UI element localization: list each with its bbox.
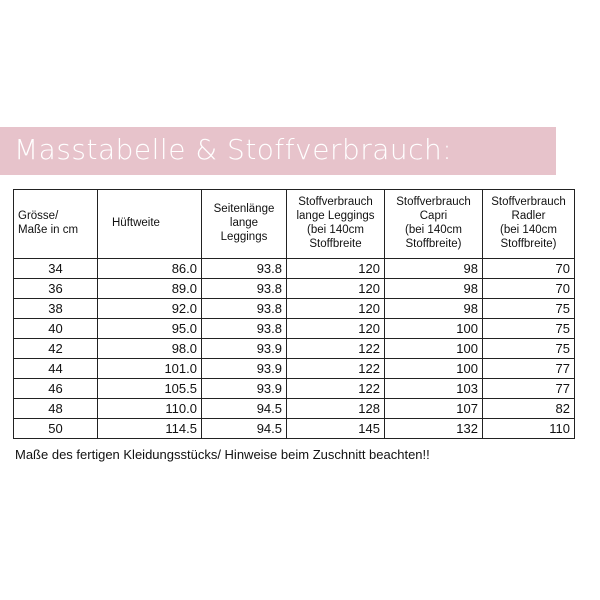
cell-side-length: 93.9: [202, 379, 287, 399]
cell-size: 44: [14, 359, 98, 379]
table-row: [14, 299, 575, 319]
cell-side-length: 94.5: [202, 419, 287, 439]
footnote: Maße des fertigen Kleidungsstücks/ Hinweise beim Zuschnitt beachten!!: [15, 447, 430, 462]
table-row: [14, 319, 575, 339]
cell-fabric-radler: 75: [483, 299, 575, 319]
header-size: Grösse/ Maße in cm: [14, 190, 98, 259]
table-row: [14, 339, 575, 359]
cell-hip: 92.0: [98, 299, 202, 319]
cell-fabric-radler: 110: [483, 419, 575, 439]
cell-fabric-radler: 82: [483, 399, 575, 419]
cell-fabric-capri: 100: [385, 319, 483, 339]
cell-fabric-radler: 75: [483, 339, 575, 359]
header-fabric-leggings: Stoffverbrauch lange Leggings (bei 140cm Stoffbreite: [287, 190, 385, 259]
size-chart-table: [13, 189, 575, 439]
cell-fabric-leggings: 122: [287, 359, 385, 379]
cell-fabric-leggings: 145: [287, 419, 385, 439]
cell-fabric-leggings: 128: [287, 399, 385, 419]
cell-fabric-capri: 98: [385, 299, 483, 319]
cell-fabric-capri: 100: [385, 339, 483, 359]
cell-side-length: 94.5: [202, 399, 287, 419]
cell-fabric-leggings: 122: [287, 339, 385, 359]
cell-hip: 114.5: [98, 419, 202, 439]
table-header-row: [14, 190, 575, 259]
cell-hip: 89.0: [98, 279, 202, 299]
cell-fabric-leggings: 120: [287, 299, 385, 319]
cell-hip: 95.0: [98, 319, 202, 339]
header-fabric-capri: Stoffverbrauch Capri (bei 140cm Stoffbreite): [385, 190, 483, 259]
table-row: [14, 259, 575, 279]
cell-hip: 86.0: [98, 259, 202, 279]
cell-hip: 101.0: [98, 359, 202, 379]
cell-size: 34: [14, 259, 98, 279]
page-title: Masstabelle & Stoffverbrauch:: [14, 133, 453, 166]
cell-size: 48: [14, 399, 98, 419]
cell-fabric-capri: 107: [385, 399, 483, 419]
cell-fabric-capri: 132: [385, 419, 483, 439]
cell-fabric-capri: 100: [385, 359, 483, 379]
title-banner: [0, 127, 556, 175]
cell-fabric-radler: 77: [483, 379, 575, 399]
cell-side-length: 93.8: [202, 259, 287, 279]
cell-size: 46: [14, 379, 98, 399]
cell-side-length: 93.9: [202, 359, 287, 379]
cell-side-length: 93.8: [202, 319, 287, 339]
table-row: [14, 279, 575, 299]
cell-fabric-leggings: 120: [287, 259, 385, 279]
cell-side-length: 93.8: [202, 299, 287, 319]
header-hip-width: Hüftweite: [98, 190, 202, 259]
header-side-length: Seitenlänge lange Leggings: [202, 190, 287, 259]
table-row: [14, 359, 575, 379]
cell-size: 42: [14, 339, 98, 359]
cell-fabric-leggings: 122: [287, 379, 385, 399]
cell-fabric-leggings: 120: [287, 279, 385, 299]
cell-fabric-capri: 98: [385, 279, 483, 299]
cell-fabric-radler: 70: [483, 279, 575, 299]
cell-fabric-capri: 98: [385, 259, 483, 279]
header-fabric-radler: Stoffverbrauch Radler (bei 140cm Stoffbreite): [483, 190, 575, 259]
cell-size: 38: [14, 299, 98, 319]
cell-hip: 105.5: [98, 379, 202, 399]
table-row: [14, 379, 575, 399]
cell-hip: 110.0: [98, 399, 202, 419]
table-row: [14, 399, 575, 419]
cell-fabric-radler: 75: [483, 319, 575, 339]
cell-size: 40: [14, 319, 98, 339]
cell-fabric-leggings: 120: [287, 319, 385, 339]
cell-size: 50: [14, 419, 98, 439]
cell-fabric-radler: 77: [483, 359, 575, 379]
cell-hip: 98.0: [98, 339, 202, 359]
cell-side-length: 93.9: [202, 339, 287, 359]
table-row: [14, 419, 575, 439]
cell-fabric-radler: 70: [483, 259, 575, 279]
cell-side-length: 93.8: [202, 279, 287, 299]
cell-size: 36: [14, 279, 98, 299]
cell-fabric-capri: 103: [385, 379, 483, 399]
